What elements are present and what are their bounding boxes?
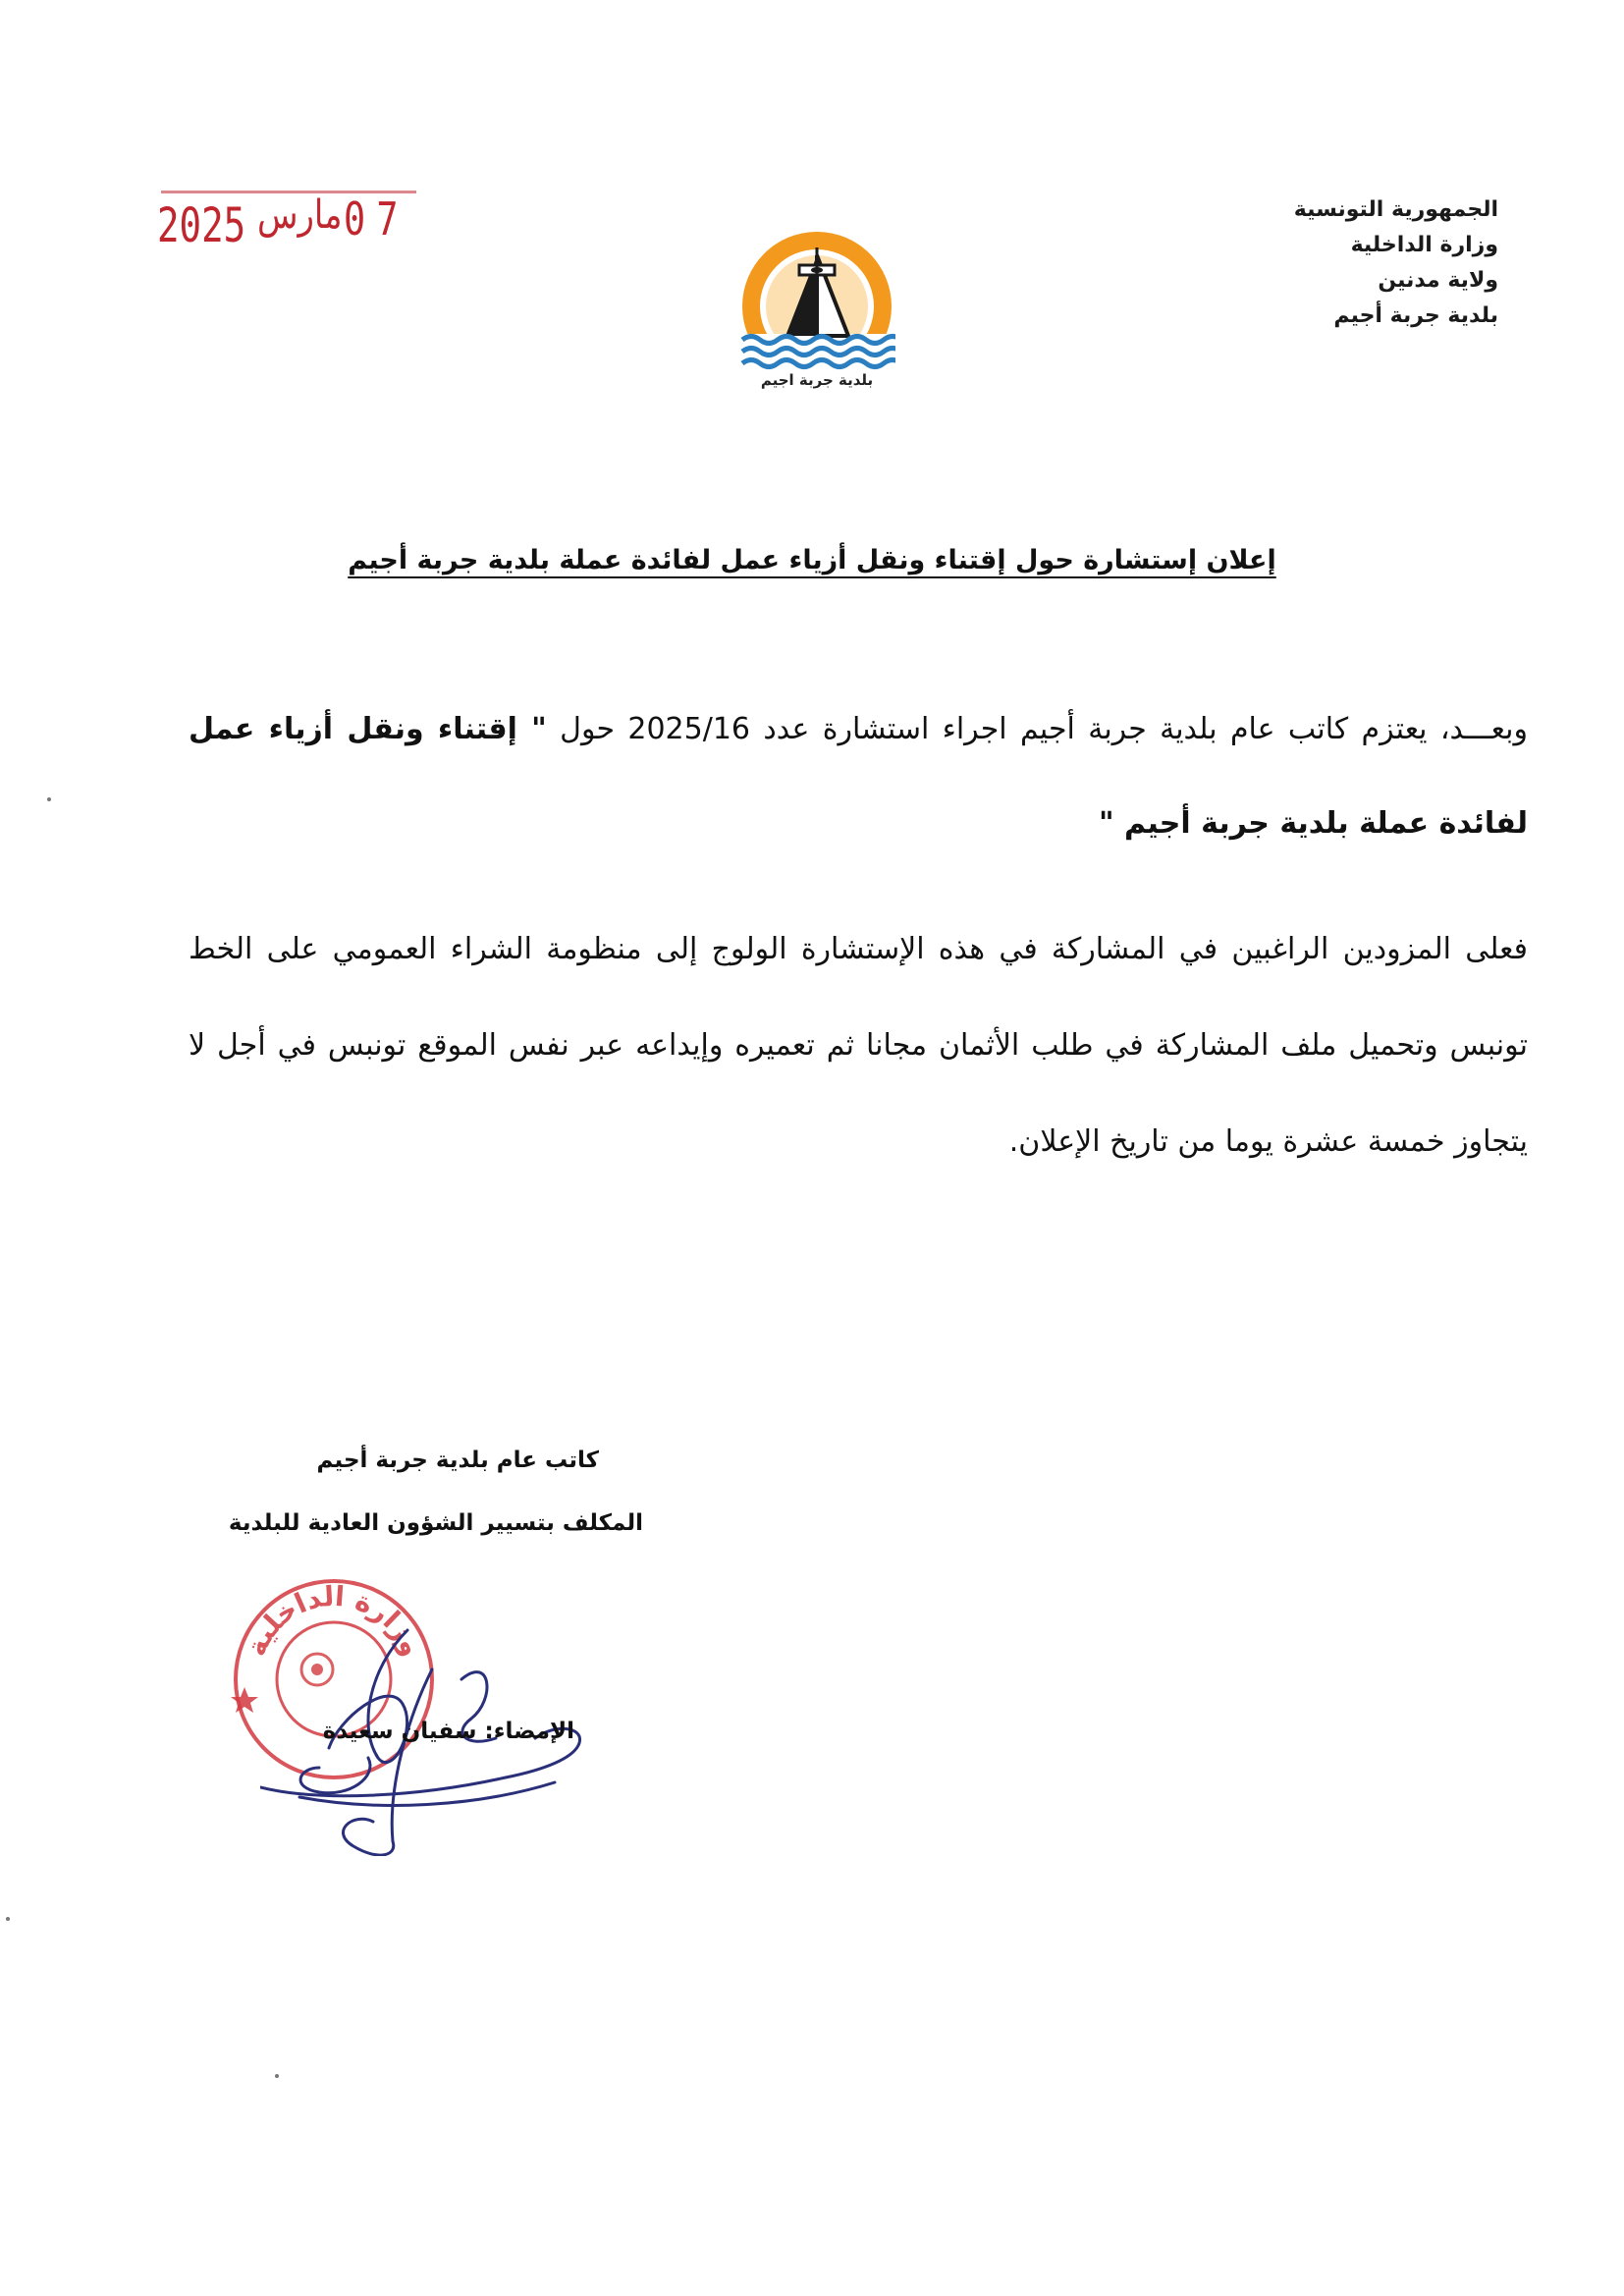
announcement-title-text: إعلان إستشارة حول إقتناء ونقل أزياء عمل لفائدة عملة بلدية جربة أجيم: [348, 545, 1276, 575]
body-paragraph-1: [189, 683, 1528, 871]
letterhead-line-ministry: وزارة الداخلية: [1350, 233, 1498, 257]
letterhead-line-republic: الجمهورية التونسية: [1293, 197, 1498, 222]
letterhead-line-municipality: بلدية جربة أجيم: [1333, 303, 1498, 328]
signatory-mandate: المكلف بتسيير الشؤون العادية للبلدية: [228, 1510, 643, 1536]
stamp-month: مارس: [257, 192, 343, 238]
signatory-title: كاتب عام بلدية جربة أجيم: [316, 1448, 599, 1473]
stamp-year: 2025: [157, 198, 246, 253]
paragraph-1-text: وبعـــد، يعتزم كاتب عام بلدية جربة أجيم اجراء استشارة عدد 2025/16 حول: [546, 712, 1528, 746]
consultation-subject: " إقتناء ونقل أزياء عمل لفائدة عملة بلدية جربة أجيم ": [189, 712, 1528, 841]
signer-name: الإمضاء: سفيان سعيدة: [322, 1719, 574, 1744]
announcement-title: [0, 545, 1624, 575]
logo-caption: بلدية جربة اجيم: [760, 371, 874, 389]
scan-speck: [6, 1917, 10, 1921]
scan-speck: [275, 2074, 279, 2078]
date-stamp: [157, 179, 442, 267]
stamp-day: 07: [344, 192, 409, 246]
body-paragraph-2: فعلى المزودين الراغبين في المشاركة في هذه الإستشارة الولوج إلى منظومة الشراء العمومي على الخط تونبس وتحميل ملف المشاركة في طلب الأثمان مجانا ثم تعميره وإيداعه عبر نفس الموقع تونبس في أجل لا يتجاوز خمسة عشرة يوما من تاريخ الإعلان.: [189, 932, 1528, 1159]
scan-speck: [47, 797, 51, 801]
letterhead: [1204, 192, 1498, 334]
signature-block: [187, 1436, 658, 1548]
seal-text: وزارة الداخلية: [239, 1579, 429, 1662]
letterhead-line-governorate: ولاية مدنين: [1378, 268, 1498, 293]
